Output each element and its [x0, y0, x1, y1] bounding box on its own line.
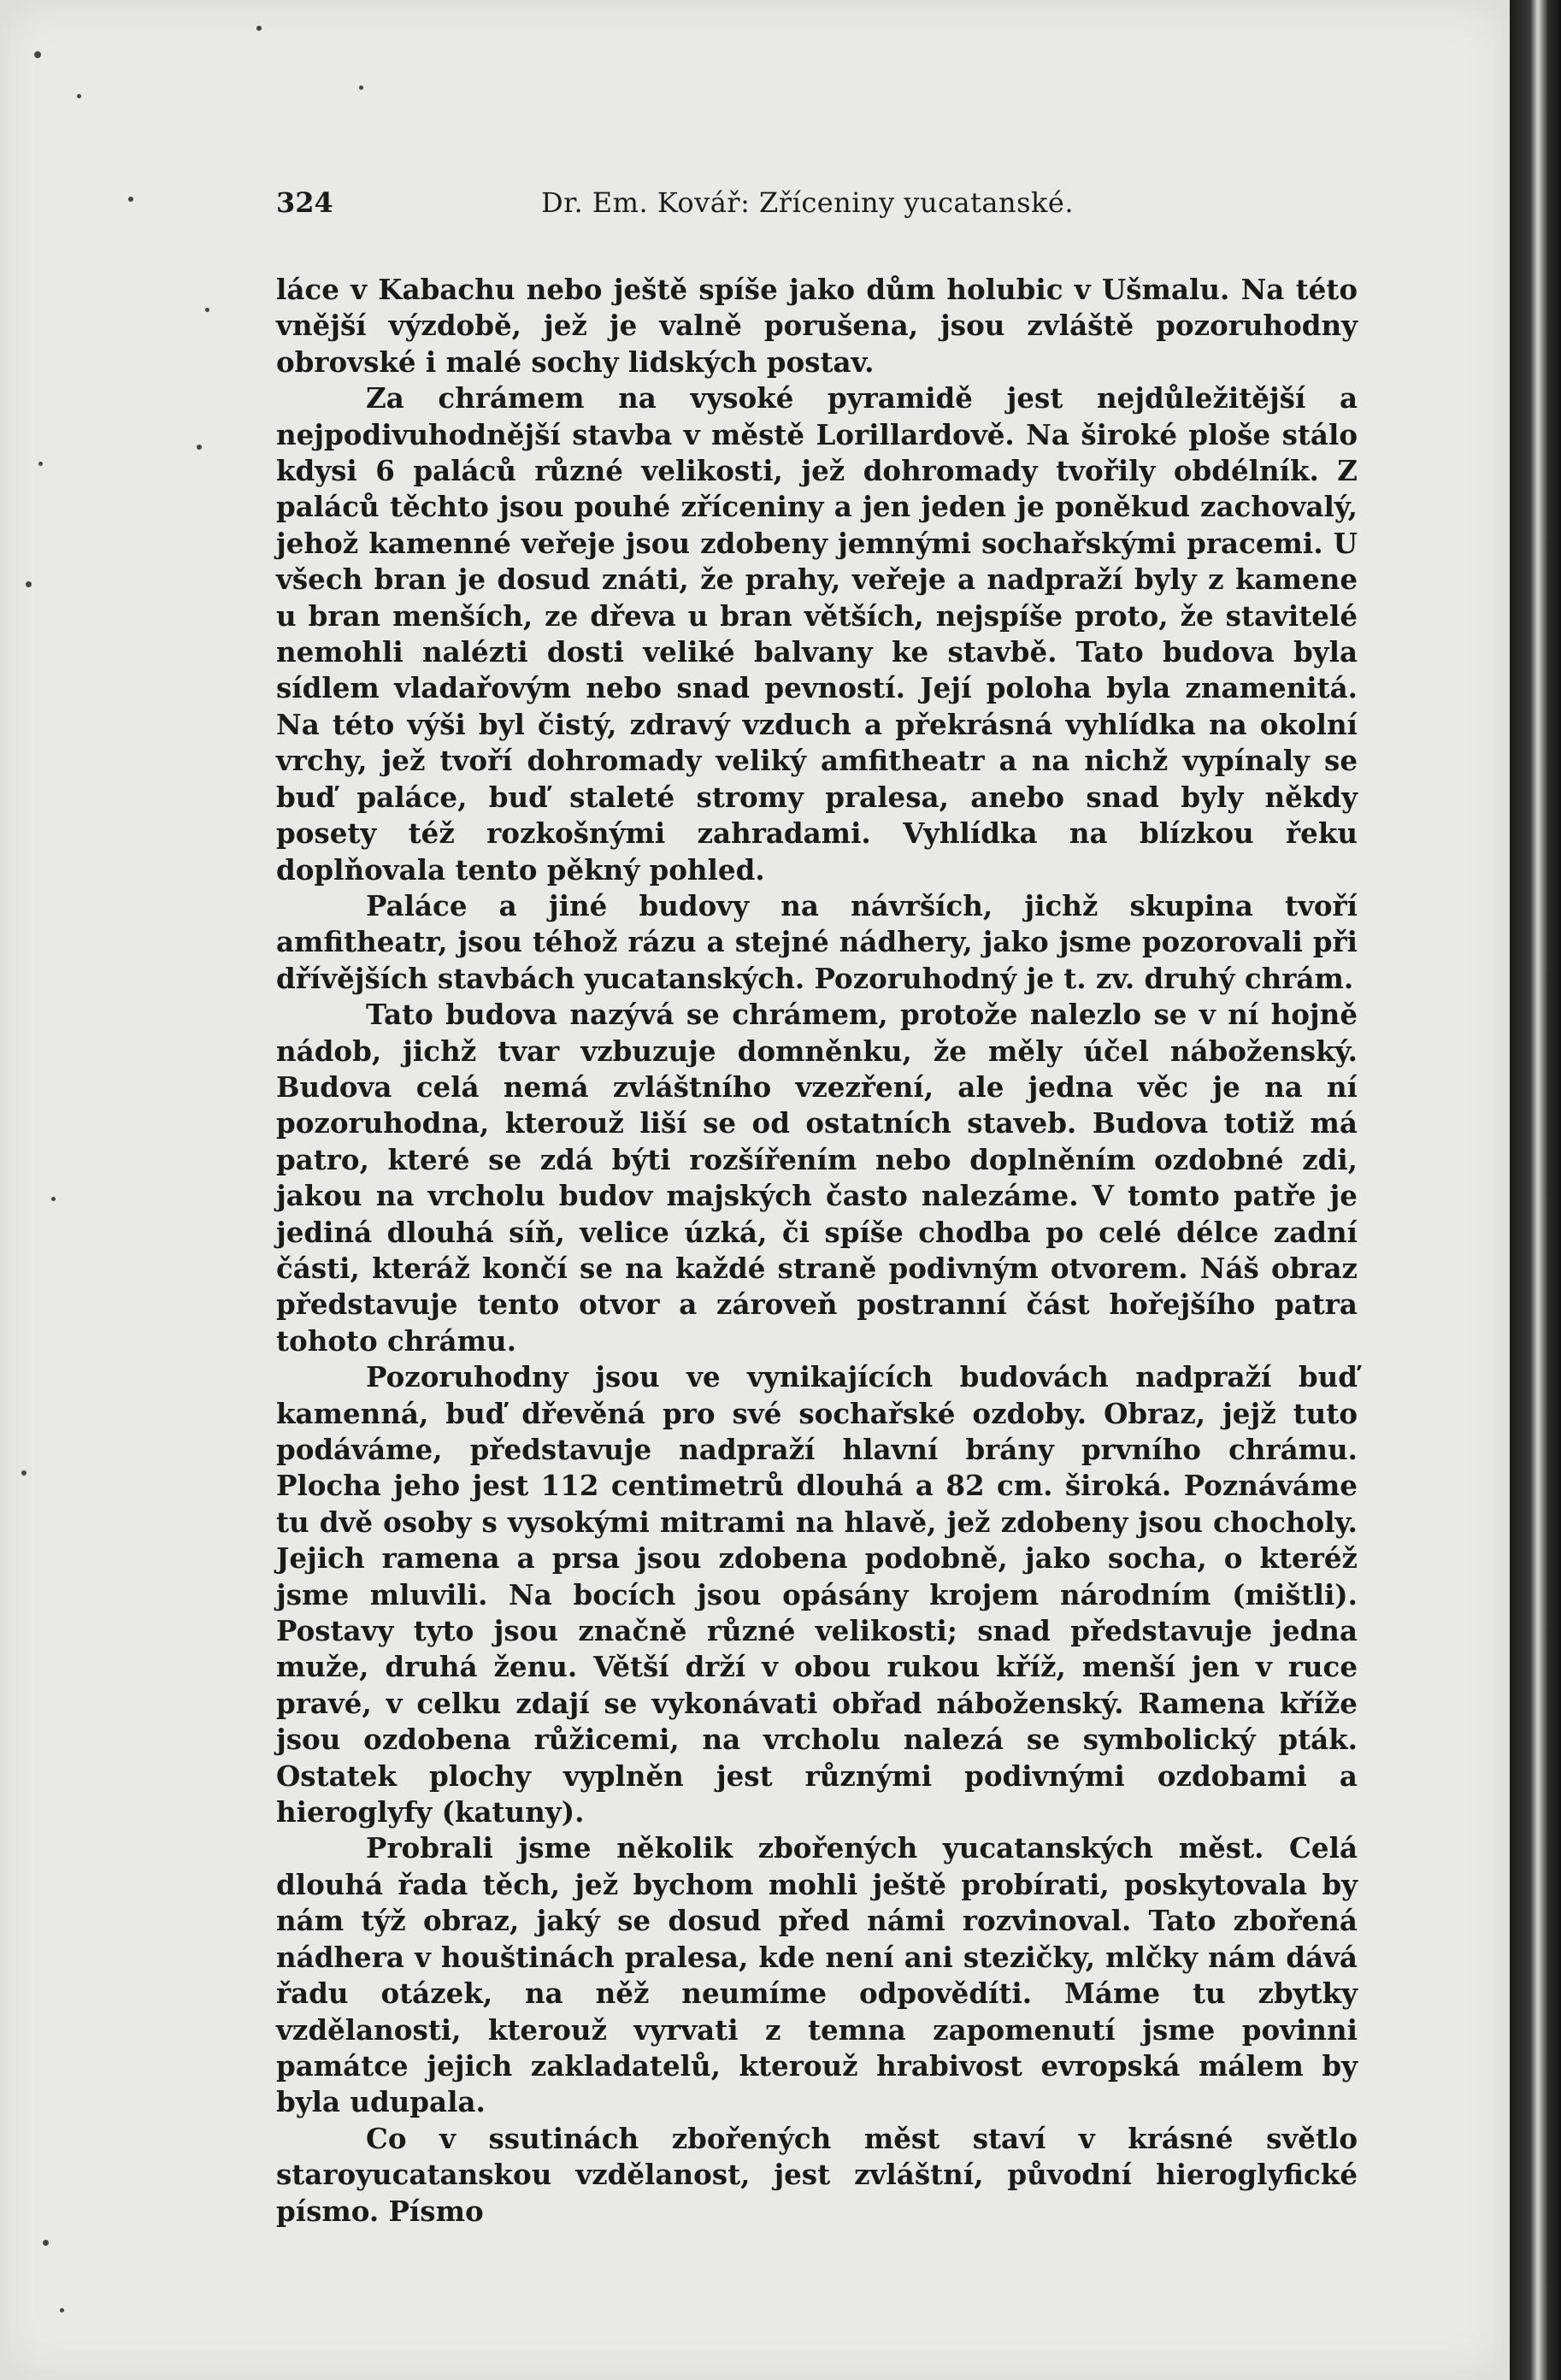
scan-speck [197, 445, 202, 450]
paragraph: Pozoruhodny jsou ve vynikajících budovách nadpraží buď kamenná, buď dřevěná pro své sochařské ozdoby. Obraz, jejž tuto podáváme, představuje nadpraží hlavní brány prvního chrámu. Plocha jeho jest 112 centimetrů dlouhá a 82 cm. široká. Poznáváme tu dvě osoby s vysokými mitrami na hlavě, jež zdobeny jsou chocholy. Jejich ramena a prsa jsou zdobena podobně, jako socha, o kteréž jsme mluvili. Na bocích jsou opásány krojem národním (mištli). Postavy tyto jsou značně různé velikosti; snad představuje jedna muže, druhá ženu. Větší drží v obou rukou kříž, menší jen v ruce pravé, v celku zdají se vykonávati obřad náboženský. Ramena kříže jsou ozdobena růžicemi, na vrcholu nalezá se symbolický pták. Ostatek plochy vyplněn jest různými podivnými ozdobami a hieroglyfy (katuny). [276, 1360, 1358, 1829]
paragraph: Paláce a jiné budovy na návrších, jichž skupina tvoří amfitheatr, jsou téhož rázu a stejné nádhery, jako jsme pozorovali při dřívějších stavbách yucatanských. Pozoruhodný je t. zv. druhý chrám. [276, 888, 1358, 995]
scan-speck [26, 581, 32, 587]
scan-speck [60, 2308, 64, 2312]
scan-speck [51, 1197, 56, 1201]
body-text [276, 272, 1358, 2230]
scan-speck [256, 26, 262, 31]
scan-speck [205, 308, 209, 312]
scan-speck [38, 462, 43, 466]
paragraph: Co v ssutinách zbořených měst staví v krásné světlo staroyucatanskou vzdělanost, jest zvláštní, původní hieroglyfické písmo. Písmo [276, 2121, 1358, 2228]
scan-speck [77, 94, 81, 98]
scan-speck [43, 2240, 49, 2246]
page-edge [1510, 0, 1561, 2380]
page-header [276, 186, 1358, 229]
page-number: 324 [276, 186, 333, 219]
scan-speck [21, 1470, 27, 1476]
paragraph: Probrali jsme několik zbořených yucatanských měst. Celá dlouhá řada těch, jež bychom mohli ještě probírati, poskytovala by nám týž obraz, jaký se dosud před námi rozvinoval. Tato zbořená nádhera v houštinách pralesa, kde není ani stezičky, mlčky nám dává řadu otázek, na něž neumíme odpovědíti. Máme tu zbytky vzdělanosti, kterouž vyrvati z temna zapomenutí jsme povinni památce jejich zakladatelů, kterouž hrabivost evropská málem by byla udupala. [276, 1831, 1358, 2119]
paragraph: Za chrámem na vysoké pyramidě jest nejdůležitější a nejpodivuhodnější stavba v městě Lorillardově. Na široké ploše stálo kdysi 6 paláců různé velikosti, jež dohromady tvořily obdélník. Z paláců těchto jsou pouhé zříceniny a jen jeden je poněkud zachovalý, jehož kamenné veřeje jsou zdobeny jemnými sochařskými pracemi. U všech bran je dosud znáti, že prahy, veřeje a nadpraží byly z kamene u bran menších, ze dřeva u bran větších, nejspíše proto, že stavitelé nemohli nalézti dosti veliké balvany ke stavbě. Tato budova byla sídlem vladařovým nebo snad pevností. Její poloha byla znamenitá. Na této výši byl čistý, zdravý vzduch a překrásná vyhlídka na okolní vrchy, jež tvoří dohromady veliký amfitheatr a na nichž vypínaly se buď paláce, buď staleté stromy pralesa, anebo snad byly někdy posety též rozkošnými zahradami. Vyhlídka na blízkou řeku doplňovala tento pěkný pohled. [276, 381, 1358, 887]
scan-speck [359, 85, 363, 90]
running-title: Dr. Em. Kovář: Zříceniny yucatanské. [541, 186, 1075, 219]
scan-speck [34, 51, 41, 58]
paragraph: Tato budova nazývá se chrámem, protože nalezlo se v ní hojně nádob, jichž tvar vzbuzuje domněnku, že měly účel náboženský. Budova celá nemá zvláštního vzezření, ale jedna věc je na ní pozoruhodna, kterouž liší se od ostatních staveb. Budova totiž má patro, které se zdá býti rozšířením nebo doplněním ozdobné zdi, jakou na vrcholu budov majských často nalezáme. V tomto patře je jediná dlouhá síň, velice úzká, či spíše chodba po celé délce zadní části, kteráž končí se na každé straně podivným otvorem. Náš obraz představuje tento otvor a zároveň postranní část hořejšího patra tohoto chrámu. [276, 998, 1358, 1358]
scan-speck [128, 197, 133, 202]
paragraph: láce v Kabachu nebo ještě spíše jako dům holubic v Ušmalu. Na této vnější výzdobě, jež je valně porušena, jsou zvláště pozoruhodny obrovské i malé sochy lidských postav. [276, 273, 1358, 379]
